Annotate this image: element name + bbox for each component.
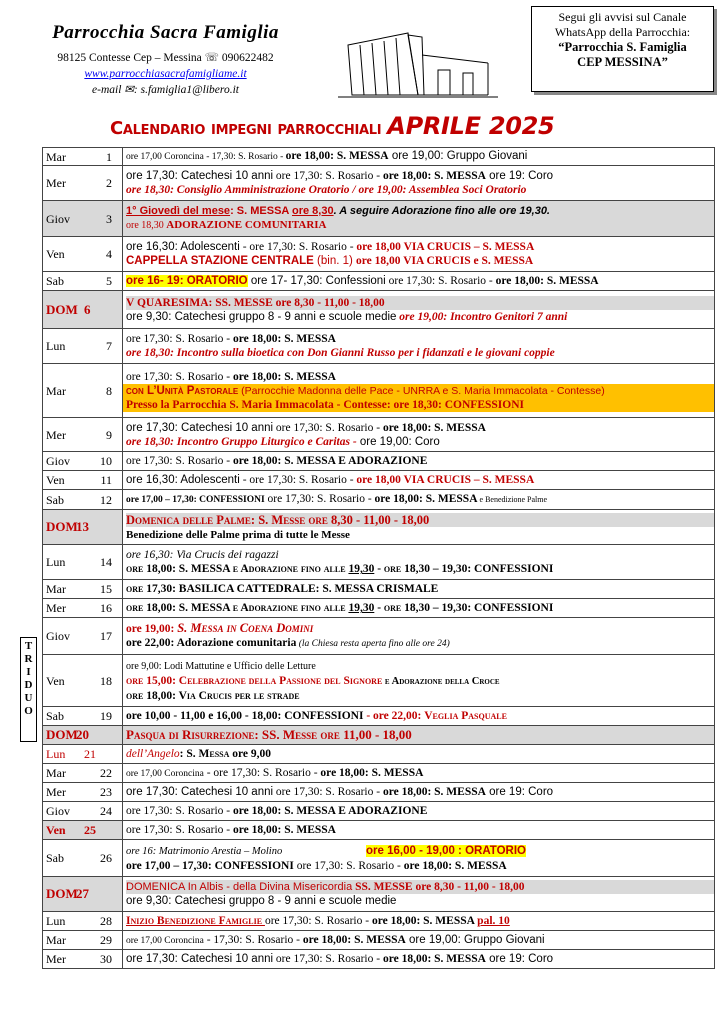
calendar-row [43, 237, 715, 272]
email-label: e-mail ✉: [92, 84, 141, 96]
events-cell [123, 329, 715, 364]
calendar-row [43, 618, 715, 655]
parish-website-link[interactable]: www.parrocchiasacrafamigliame.it [84, 68, 247, 80]
events-cell [123, 745, 715, 764]
calendar-row [43, 745, 715, 764]
event-text: e Benedizione Palme [477, 495, 548, 504]
calendar-row [43, 471, 715, 490]
calendar-row [43, 418, 715, 452]
event-text: ore 18,00: S. MESSA [374, 493, 478, 505]
calendar-row [43, 580, 715, 599]
date-cell [43, 599, 123, 618]
events-cell [123, 931, 715, 950]
event-text: S. Messa in Coena Domini [177, 621, 314, 635]
event-text: ore 18,00: S. MESSA E ADORAZIONE [233, 805, 428, 817]
triduo-letter: O [24, 705, 33, 717]
day-number: 29 [100, 933, 112, 947]
triduo-letter: T [24, 640, 33, 652]
calendar-row [43, 510, 715, 545]
date-cell [43, 655, 123, 707]
event-text: ore 10,00 - 11,00 e 16,00 - 18,00: CONFESSIONI [126, 710, 364, 722]
date-cell [43, 418, 123, 452]
calendar-row [43, 707, 715, 726]
day-number: 30 [100, 952, 112, 966]
event-text: ore 16,30: Adolescenti [126, 241, 240, 253]
events-cell [123, 418, 715, 452]
event-text: (la Chiesa resta aperta fino alle ore 24) [296, 639, 450, 649]
event-text: ore 16,00 - 19,00 : ORATORIO [366, 844, 526, 857]
event-text: ore 18,00: S. MESSA [233, 333, 336, 345]
event-text: dell’Angelo [126, 748, 180, 760]
event-text: ore 18,00: S. MESSA [233, 824, 336, 836]
day-name: Lun [46, 747, 66, 761]
event-text: ore 18,30: Incontro sulla bioetica con Don Gianni Russo per i fidanzati e le giovani coppie [126, 347, 555, 359]
event-text: ore 18,30: Incontro Gruppo Liturgico e Caritas - [126, 435, 357, 448]
event-text: ore 18,00: S. MESSA [495, 275, 599, 287]
events-cell [123, 490, 715, 510]
event-text: ore 18,00: S. MESSA [302, 933, 406, 946]
events-cell [123, 599, 715, 618]
event-text: - ore 22,00: [363, 710, 425, 722]
day-name: Sab [46, 492, 64, 507]
event-text: ore 17,30: S. Rosario - [264, 915, 372, 927]
calendar-row [43, 950, 715, 969]
event-text: Benedizione delle Palme prima di tutte le Messe [126, 528, 350, 541]
event-text: ore 17- 17,30: Confessioni [247, 275, 386, 287]
day-number: 7 [106, 339, 112, 353]
day-number: 18 [100, 673, 112, 688]
event-text: Veglia Pasquale [424, 710, 507, 722]
day-name: Ven [46, 823, 66, 837]
event-text: ore 17,30: S. Rosario - [126, 824, 234, 836]
calendar-row [43, 802, 715, 821]
events-cell [123, 821, 715, 840]
event-text: - ore 17,30: S. Rosario - [203, 766, 321, 779]
parish-contacts [38, 50, 293, 98]
date-cell [43, 726, 123, 745]
church-building-icon [338, 25, 498, 105]
events-cell [123, 802, 715, 821]
date-cell [43, 912, 123, 931]
events-cell [123, 764, 715, 783]
date-cell [43, 545, 123, 580]
date-cell [43, 580, 123, 599]
event-text: ore 17,30: Catechesi 10 anni [126, 421, 274, 434]
event-text: ore 8,30 [292, 205, 334, 217]
event-text: ore 16- 19: ORATORIO [126, 275, 248, 287]
day-number: 16 [100, 601, 112, 615]
date-cell [43, 490, 123, 510]
event-text: ore 18,00: S. MESSA [403, 859, 507, 872]
page-header [0, 0, 724, 150]
events-cell [123, 580, 715, 599]
event-text: ore 17,00 Coroncina [126, 935, 204, 946]
day-number: 6 [84, 301, 91, 317]
event-text: - 17,30: S. Rosario - [203, 933, 303, 946]
day-name: DOM [46, 519, 78, 534]
calendar-row [43, 545, 715, 580]
event-text: ore 17,00 Coroncina [126, 768, 204, 779]
event-text: ore 18,00: S. MESSA [320, 766, 424, 779]
whatsapp-channel-city: CEP MESSINA” [577, 55, 668, 69]
events-cell [123, 545, 715, 580]
calendar-row [43, 931, 715, 950]
parish-name: Parrocchia Sacra Famiglia [52, 22, 279, 43]
date-cell [43, 291, 123, 329]
calendar-row [43, 364, 715, 418]
event-text: DOMENICA In Albis - della Divina Misericordia [126, 881, 353, 893]
day-name: Giov [46, 804, 70, 818]
day-number: 5 [106, 274, 112, 288]
calendar-row [43, 655, 715, 707]
event-text: - ore 17,30: S. Rosario - [239, 241, 357, 253]
day-number: 26 [100, 851, 112, 865]
event-text: ore 17,00 – 17,30: CONFESSIONI [126, 859, 294, 872]
day-name: Mer [46, 427, 66, 442]
date-cell [43, 201, 123, 237]
day-name: Mar [46, 582, 66, 596]
events-cell [123, 877, 715, 912]
event-text: ore 18,00: S. MESSA [382, 786, 486, 798]
day-number: 15 [100, 582, 112, 596]
day-number: 12 [100, 492, 112, 507]
event-text: ore 18,00: S. MESSA [382, 953, 486, 965]
date-cell [43, 329, 123, 364]
day-number: 3 [106, 211, 112, 226]
day-name: Mer [46, 785, 66, 799]
day-number: 14 [100, 555, 112, 569]
day-name: Mar [46, 933, 66, 947]
event-text: ore 17,30: Catechesi 10 anni [126, 786, 274, 798]
event-text: ore 18,00: S. MESSA [382, 421, 486, 434]
triduo-letter: I [26, 666, 31, 678]
day-name: Mar [46, 766, 66, 780]
events-cell [123, 912, 715, 931]
day-number: 11 [100, 473, 112, 487]
event-text: ore 19,00: Coro [356, 435, 440, 448]
date-cell [43, 931, 123, 950]
event-text: CAPPELLA STAZIONE CENTRALE [126, 255, 314, 267]
events-cell [123, 471, 715, 490]
calendar-row [43, 272, 715, 291]
event-text: 1° Giovedì del mese [126, 205, 231, 217]
event-text: V QUARESIMA: SS. MESSE ore 8,30 - 11,00 - 18,00 [126, 296, 714, 310]
calendar-row [43, 329, 715, 364]
event-text: ore 19,00: [126, 623, 178, 635]
date-cell [43, 877, 123, 912]
event-text: ore 17,30: S. Rosario - [273, 170, 383, 182]
events-cell [123, 272, 715, 291]
calendar-row [43, 877, 715, 912]
event-text: ore 18,00: S. MESSA [371, 915, 478, 927]
event-text: ore 17,30: Catechesi 10 anni [126, 170, 274, 182]
parish-address: 98125 Contesse Cep – Messina ☏ 090622482 [57, 52, 274, 64]
event-text: ore 19: Coro [485, 170, 554, 182]
events-cell [123, 655, 715, 707]
day-name: Mer [46, 952, 66, 966]
calendar-row [43, 166, 715, 201]
event-text: ore 16,30: Via Crucis dei ragazzi [126, 549, 279, 561]
event-text: ore 18,00: S. MESSA [285, 150, 389, 162]
whatsapp-notice-box [531, 6, 714, 92]
event-text: Pasqua di Risurrezione: SS. Messe ore 11,00 - 18,00 [126, 726, 412, 742]
day-number: 10 [100, 454, 112, 468]
event-text: ore 9,00: Lodi Mattutine e Ufficio delle Letture [126, 660, 316, 672]
day-number: 20 [76, 727, 89, 742]
date-cell [43, 745, 123, 764]
event-text: ore 17,30: S. Rosario - [264, 493, 375, 505]
date-cell [43, 272, 123, 291]
event-text: (Parrocchie Madonna delle Pace - UNRRA e S. Maria Immacolata - Contesse) [238, 384, 605, 397]
event-text: ore 18,00: S. MESSA e Adorazione fino alle [126, 602, 349, 614]
event-text: ore 17,30: S. Rosario - [385, 275, 496, 287]
event-text: ore 18,00 VIA CRUCIS – S. MESSA [356, 474, 535, 486]
event-text: ore 19,00: Incontro Genitori 7 anni [396, 310, 568, 323]
events-cell [123, 783, 715, 802]
day-name: Mer [46, 601, 66, 615]
triduo-label [20, 637, 37, 742]
event-text: - ore 18,30 – 19,30: CONFESSIONI [374, 602, 554, 614]
calendar-row [43, 821, 715, 840]
day-number: 22 [100, 766, 112, 780]
event-text: ore 9,00 [229, 748, 272, 760]
day-name: DOM [46, 727, 78, 742]
day-name: Giov [46, 211, 70, 226]
triduo-letter: U [24, 692, 33, 704]
event-text: ore 17,30: S. Rosario - [293, 859, 404, 872]
event-text: (bin. 1) [313, 255, 357, 267]
event-text: e Adorazione della Croce [382, 675, 500, 687]
calendar-row [43, 452, 715, 471]
day-name: DOM [46, 301, 78, 317]
date-cell [43, 802, 123, 821]
day-number: 1 [106, 149, 112, 164]
date-cell [43, 364, 123, 418]
triduo-letter: R [24, 653, 33, 665]
event-text: ore 17,30: S. Rosario - [126, 370, 234, 383]
event-text: SS. MESSE ore 8,30 - 11,00 - 18,00 [352, 881, 525, 893]
event-text: ore 19,00: Gruppo Giovani [388, 150, 528, 162]
event-text: ore 19: Coro [485, 786, 554, 798]
date-cell [43, 148, 123, 166]
event-text: ore 18,00 VIA CRUCIS – S. MESSA [356, 241, 535, 253]
event-text: ore 15,00: Celebrazione della Passione del Signore [126, 674, 383, 687]
day-number: 4 [106, 247, 112, 261]
whatsapp-channel-name: “Parrocchia S. Famiglia [558, 40, 687, 54]
day-number: 24 [100, 804, 112, 818]
event-text: ore 18,30 [126, 220, 167, 231]
events-cell [123, 618, 715, 655]
title-prefix: Calendario impegni parrocchiali [110, 118, 382, 139]
event-text: - ore 17,30: S. Rosario - [239, 474, 357, 486]
day-name: Sab [46, 709, 64, 723]
date-cell [43, 166, 123, 201]
event-text: ore 16: Matrimonio Arestia – Molino [126, 845, 283, 857]
event-text: 19,30 [348, 602, 375, 614]
events-cell [123, 726, 715, 745]
event-text: ore 17,30: S. Rosario - [126, 455, 234, 467]
event-text: Presso la Parrocchia S. Maria Immacolata - Contesse: ore 18,30: CONFESSIONI [126, 398, 524, 411]
calendar-row [43, 291, 715, 329]
calendar-row [43, 764, 715, 783]
day-number: 21 [84, 747, 96, 761]
event-text: ore 17,30: BASILICA CATTEDRALE: S. MESSA CRISMALE [126, 583, 439, 595]
whatsapp-line-2: WhatsApp della Parrocchia: [554, 25, 691, 39]
event-text: ore 17,30: Catechesi 10 anni [126, 953, 274, 965]
event-text: . A seguire Adorazione fino alle ore 19,30. [333, 205, 550, 217]
event-text: ore 18,00 VIA CRUCIS e S. MESSA [356, 255, 534, 267]
event-text: ore 18,00: S. MESSA e Adorazione fino alle [126, 563, 349, 575]
day-number: 9 [106, 427, 112, 442]
day-number: 28 [100, 914, 112, 928]
day-name: Lun [46, 339, 66, 353]
day-name: Lun [46, 555, 66, 569]
day-name: Sab [46, 851, 64, 865]
event-text: : S. Messa [179, 748, 230, 760]
day-name: Giov [46, 454, 70, 468]
event-text: ore 19: Coro [485, 953, 554, 965]
day-name: Sab [46, 274, 64, 288]
event-text: - ore 18,30 – 19,30: CONFESSIONI [374, 563, 554, 575]
events-cell [123, 510, 715, 545]
day-name: Ven [46, 473, 65, 487]
date-cell [43, 237, 123, 272]
date-cell [43, 764, 123, 783]
day-name: DOM [46, 886, 78, 901]
calendar-row [43, 726, 715, 745]
event-text: ore 16,30: Adolescenti [126, 474, 240, 486]
title-month: APRILE 2025 [387, 112, 555, 140]
event-text: Inizio Benedizione Famiglie [126, 915, 265, 927]
event-text: ore 17,00 Coroncina - 17,30: S. Rosario - [126, 152, 286, 162]
calendar-row [43, 201, 715, 237]
event-text: ore 18,00: Via Crucis per le strade [126, 689, 300, 702]
event-text: pal. 10 [477, 915, 510, 927]
event-text: 19,30 [348, 563, 375, 575]
page-title [110, 112, 554, 140]
events-cell [123, 452, 715, 471]
events-cell [123, 840, 715, 877]
calendar-table [42, 147, 715, 969]
event-text: Domenica delle Palme: S. Messe ore 8,30 - 11,00 - 18,00 [126, 513, 714, 527]
email-address[interactable]: s.famiglia1@libero.it [140, 84, 239, 96]
event-text: ore 9,30: Catechesi gruppo 8 - 9 anni e scuole medie [126, 310, 397, 323]
unita-pastorale-label: con L’Unità Pastorale [126, 384, 239, 397]
event-text: ore 17,00 – 17,30: CONFESSIONI [126, 495, 265, 505]
day-name: Mar [46, 149, 66, 164]
calendar-row [43, 912, 715, 931]
events-cell [123, 148, 715, 166]
day-name: Lun [46, 914, 66, 928]
events-cell [123, 364, 715, 418]
event-text: ore 18,30: Consiglio Amministrazione Oratorio / ore 19,00: Assemblea Soci Oratorio [126, 184, 527, 196]
day-number: 13 [76, 519, 89, 534]
events-cell [123, 201, 715, 237]
date-cell [43, 821, 123, 840]
day-number: 27 [76, 886, 89, 901]
calendar-row [43, 783, 715, 802]
day-number: 25 [84, 823, 96, 837]
day-name: Mer [46, 176, 66, 190]
day-name: Giov [46, 629, 70, 643]
date-cell [43, 840, 123, 877]
parish-email [38, 82, 293, 98]
day-name: Mar [46, 383, 66, 398]
event-text: ore 17,30: S. Rosario - [126, 805, 234, 817]
event-text: ore 17,30: S. Rosario - [273, 953, 383, 965]
date-cell [43, 452, 123, 471]
calendar-row [43, 490, 715, 510]
date-cell [43, 783, 123, 802]
event-text: ore 18,00: S. MESSA E ADORAZIONE [233, 455, 428, 467]
event-text: ore 17,30: S. Rosario - [273, 421, 383, 434]
date-cell [43, 950, 123, 969]
calendar-row [43, 840, 715, 877]
calendar-row [43, 599, 715, 618]
calendar-row [43, 148, 715, 166]
event-text: ore 17,30: S. Rosario - [273, 786, 383, 798]
event-text: ore 17,30: S. Rosario - [126, 333, 234, 345]
events-cell [123, 166, 715, 201]
day-name: Ven [46, 673, 65, 688]
events-cell [123, 237, 715, 272]
day-number: 23 [100, 785, 112, 799]
event-text: ore 18,00: S. MESSA [233, 370, 336, 383]
date-cell [43, 618, 123, 655]
event-text: ore 18,00: S. MESSA [382, 170, 486, 182]
event-text: ADORAZIONE COMUNITARIA [166, 219, 327, 231]
event-text: ore 19,00: Gruppo Giovani [405, 933, 545, 946]
event-text: : S. MESSA [230, 205, 292, 217]
triduo-letter: D [24, 679, 33, 691]
day-number: 2 [106, 176, 112, 190]
date-cell [43, 471, 123, 490]
event-text: ore 22,00: Adorazione comunitaria [126, 637, 297, 649]
whatsapp-line-1: Segui gli avvisi sul Canale [558, 10, 687, 24]
day-number: 17 [100, 629, 112, 643]
day-number: 19 [100, 709, 112, 723]
event-text: ore 9,30: Catechesi gruppo 8 - 9 anni e scuole medie [126, 895, 397, 907]
date-cell [43, 510, 123, 545]
day-name: Ven [46, 247, 65, 261]
events-cell [123, 291, 715, 329]
events-cell [123, 950, 715, 969]
events-cell [123, 707, 715, 726]
day-number: 8 [106, 383, 112, 398]
date-cell [43, 707, 123, 726]
